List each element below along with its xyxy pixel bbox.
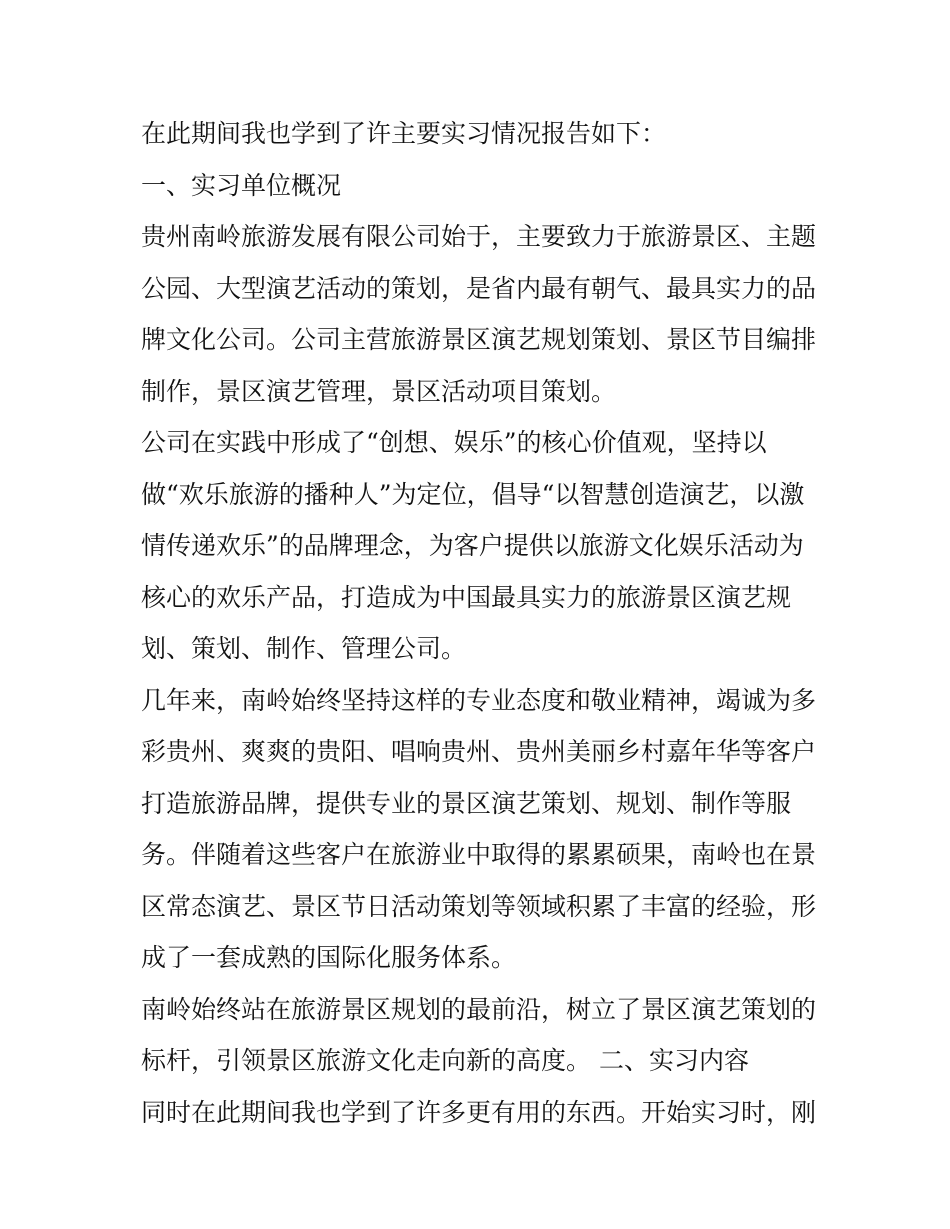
text-line: 公司在实践中形成了“创想、娱乐”的核心价值观，坚持以 <box>141 428 767 457</box>
text-line: 公园、大型演艺活动的策划，是省内最有朝气、最具实力的品 <box>141 273 817 303</box>
text-line: 制作，景区演艺管理，景区活动项目策划。 <box>141 376 617 406</box>
text-line: 牌文化公司。公司主营旅游景区演艺规划策划、景区节目编排 <box>141 325 817 354</box>
text-line: 在此期间我也学到了许主要实习情况报告如下： <box>141 119 667 148</box>
text-line: 同时在此期间我也学到了许多更有用的东西。开始实习时，刚 <box>141 1097 817 1127</box>
text-line: 成了一套成熟的国际化服务体系。 <box>141 943 517 972</box>
text-line: 划、策划、制作、管理公司。 <box>141 634 467 663</box>
section-heading: 一、实习单位概况 <box>141 170 342 200</box>
text-line: 彩贵州、爽爽的贵阳、唱响贵州、贵州美丽乡村嘉年华等客户 <box>141 737 817 766</box>
document-body <box>141 108 821 1138</box>
text-line: 贵州南岭旅游发展有限公司始于，主要致力于旅游景区、主题 <box>141 222 817 251</box>
text-line: 打造旅游品牌，提供专业的景区演艺策划、规划、制作等服 <box>141 788 792 818</box>
text-line: 区常态演艺、景区节日活动策划等领域积累了丰富的经验，形 <box>141 891 817 921</box>
text-line: 几年来，南岭始终坚持这样的专业态度和敬业精神，竭诚为多 <box>141 685 817 715</box>
text-line: 标杆，引领景区旅游文化走向新的高度。 二、实习内容 <box>141 1046 749 1075</box>
text-line: 南岭始终站在旅游景区规划的最前沿，树立了景区演艺策划的 <box>141 994 817 1024</box>
text-line: 情传递欢乐”的品牌理念，为客户提供以旅游文化娱乐活动为 <box>141 531 804 560</box>
text-line: 核心的欢乐产品，打造成为中国最具实力的旅游景区演艺规 <box>141 582 792 612</box>
text-line: 做“欢乐旅游的播种人”为定位，倡导“以智慧创造演艺，以激 <box>141 479 805 509</box>
text-line: 务。伴随着这些客户在旅游业中取得的累累硕果，南岭也在景 <box>141 840 817 869</box>
